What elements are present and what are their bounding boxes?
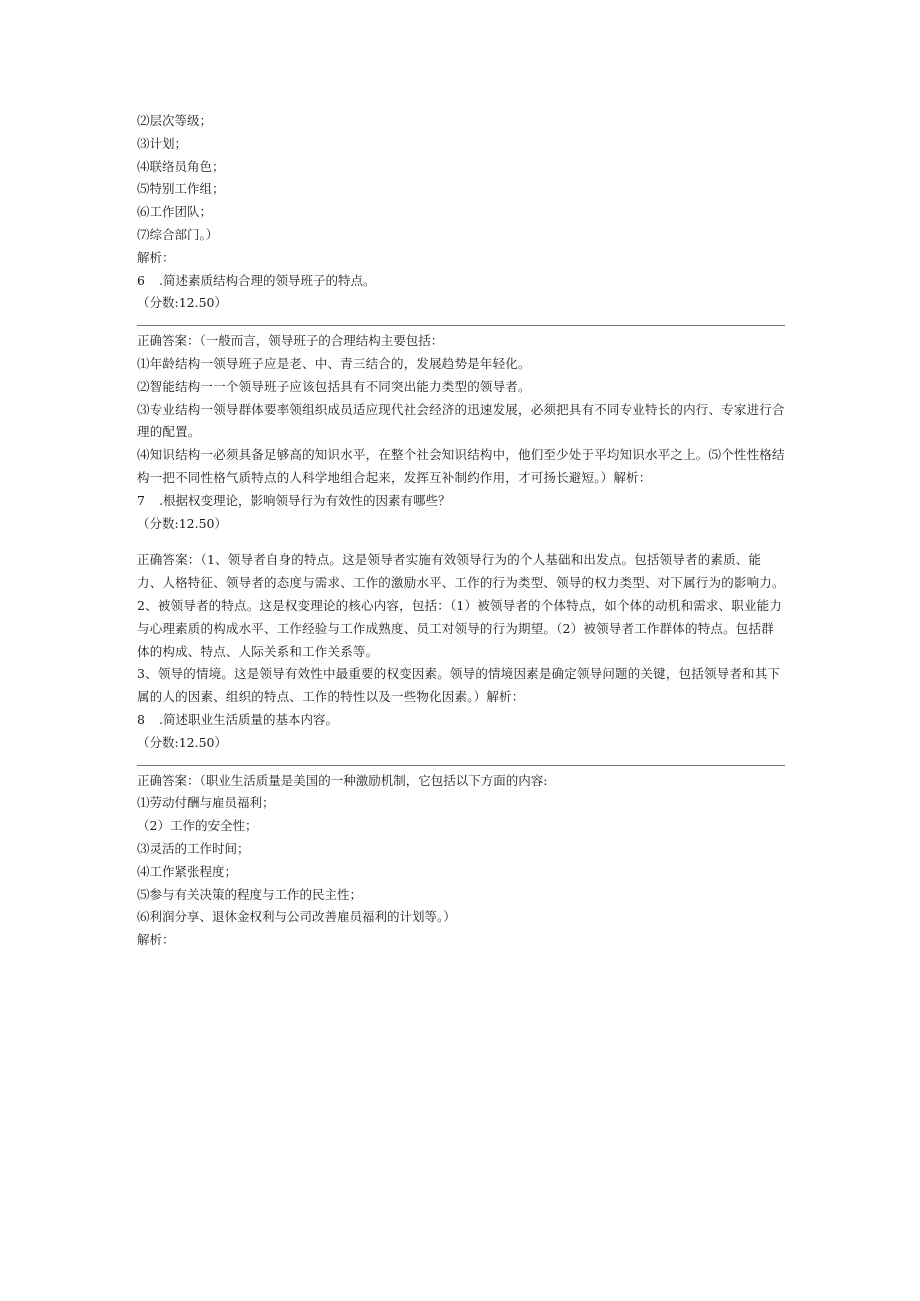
answer-6: [137, 330, 785, 490]
answer-point: ⑴年龄结构一领导班子应是老、中、青三结合的，发展趋势是年轻化。: [137, 355, 531, 371]
analysis-label: 解析：: [137, 249, 175, 265]
question-number: 8: [137, 711, 145, 727]
list-item: ⑶计划；: [137, 135, 188, 151]
question-text: .简述职业生活质量的基本内容。: [159, 711, 338, 727]
question-6: [137, 270, 785, 316]
question-title: [137, 490, 785, 513]
list-item: ⑺综合部门。）: [137, 226, 219, 242]
answer-point: ⑷知识结构一必须具备足够高的知识水平，在整个社会知识结构中，他们至少处于平均知识水平之上。⑸个性性格结构一把不同性格气质特点的人科学地组合起来，发挥互补制约作用，才可扬长避短。）解析：: [137, 447, 785, 485]
list-item: ⑹工作团队；: [137, 204, 213, 220]
answer-point: ⑸参与有关决策的程度与工作的民主性；: [137, 886, 363, 902]
answer-point: （2）工作的安全性；: [137, 818, 258, 834]
question-text: .根据权变理论，影响领导行为有效性的因素有哪些？: [159, 492, 451, 508]
question-text: .简述素质结构合理的领导班子的特点。: [159, 272, 376, 288]
question-title: [137, 709, 785, 732]
question-number: 6: [137, 272, 145, 288]
question-number: 7: [137, 492, 145, 508]
list-item: ⑸特别工作组；: [137, 181, 225, 197]
question-score: （分数:12.50）: [137, 734, 227, 750]
question-score: （分数:12.50）: [137, 295, 227, 311]
answer-7: [137, 549, 785, 709]
answer-point: ⑷工作紧张程度；: [137, 863, 238, 879]
question-title: [137, 270, 785, 293]
question-8: [137, 709, 785, 755]
document-page: [137, 110, 785, 952]
answer-point: ⑵智能结构一一个领导班子应该包括具有不同突出能力类型的领导者。: [137, 378, 531, 394]
answer-point: ⑶灵活的工作时间；: [137, 840, 250, 856]
org-structure-list: [137, 110, 785, 270]
answer-paragraph: 3、领导的情境。这是领导有效性中最重要的权变因素。领导的情境因素是确定领导问题的关键，包括领导者和其下属的人的因素、组织的特点、工作的特性以及一些物化因素。）解析：: [137, 666, 781, 705]
answer-intro: 正确答案：（一般而言，领导班子的合理结构主要包括：: [137, 333, 444, 349]
answer-8: [137, 770, 785, 952]
question-7: [137, 490, 785, 536]
answer-paragraph: 正确答案：（1、领导者自身的特点。这是领导者实施有效领导行为的个人基础和出发点。包括领导者的素质、能力、人格特征、领导者的态度与需求、工作的激励水平、工作的行为类型、领导的权力类型、对下属行为的影响力。: [137, 552, 785, 591]
answer-intro: 正确答案：（职业生活质量是美国的一种激励机制，它包括以下方面的内容:: [137, 772, 548, 788]
list-item: ⑷联络员角色；: [137, 158, 225, 174]
question-score: （分数:12.50）: [137, 515, 227, 531]
answer-point: ⑶专业结构一领导群体要率领组织成员适应现代社会经济的迅速发展，必须把具有不同专业特长的内行、专家进行合理的配置。: [137, 401, 785, 440]
answer-point: ⑴劳动付酬与雇员福利；: [137, 795, 275, 811]
analysis-label: 解析：: [137, 932, 175, 948]
answer-point: ⑹利润分享、退休金权利与公司改善雇员福利的计划等。）: [137, 909, 456, 925]
list-item: ⑵层次等级；: [137, 113, 213, 128]
answer-paragraph: 2、被领导者的特点。这是权变理论的核心内容，包括：（1）被领导者的个体特点，如个体的动机和需求、职业能力与心理素质的构成水平、工作经验与工作成熟度、员工对领导的行为期望。（2）被领导者工作群体的特点。包括群体的构成、特点、人际关系和工作关系等。: [137, 597, 783, 659]
